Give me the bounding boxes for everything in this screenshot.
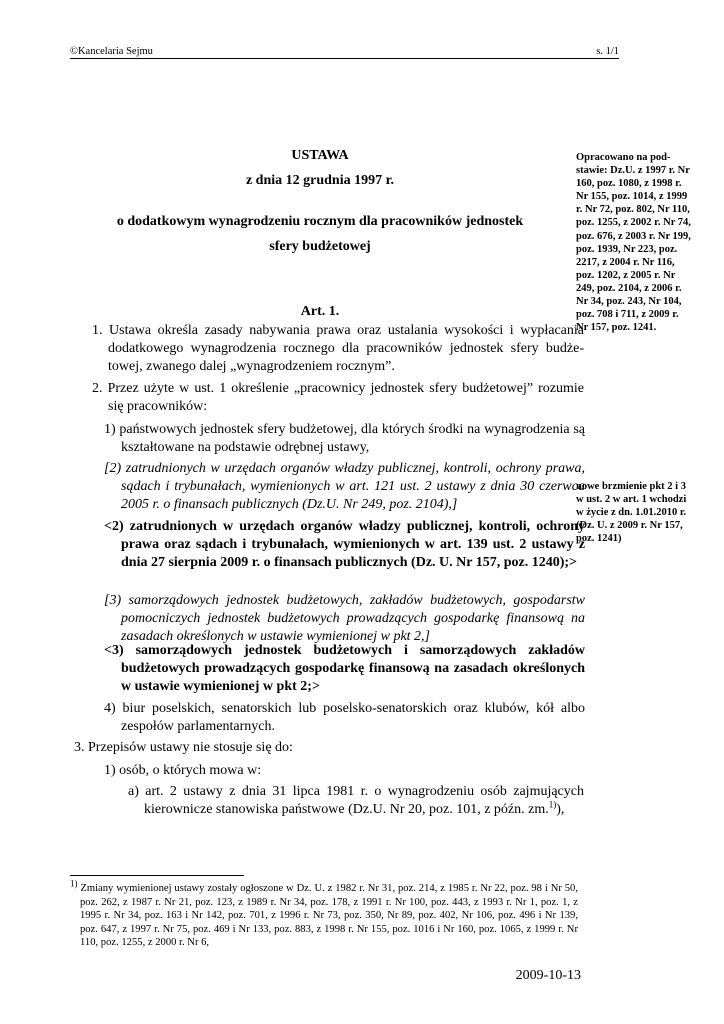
margin-note-source: Opracowano na podstawie: Dz.U. z 1997 r. Nr 160, poz. 1080, z 1998 r. Nr 155, poz. 1014, z 1999 r. Nr 72, poz. 802, Nr 110, poz. 1255, z 2002 r. Nr 74, poz. 676, z 2003 r. Nr 199, poz. 1939, Nr 223, poz. 2217, z 2004 r. Nr 116, poz. 1202, z 2005 r. Nr 249, poz. 2104, z 2006 r. Nr 34, poz. 243, Nr 104, poz. 708 i 711, z 2009 r. Nr 157, poz. 1241.: [576, 152, 691, 334]
paragraph-2-item-2-new: <2) zatrudnionych w urzędach organów władzy publicznej, kontroli, ochrony prawa oraz sądach i trybunałach, wymienionych w art. 139 ust. 2 ustawy z dnia 27 sierpnia 2009 r. o finansach publicznych (Dz. U. Nr 157, poz. 1240);>: [104, 519, 585, 570]
paragraph-1: 1. Ustawa określa zasady nabywania prawa oraz ustalania wysokości i wypłacania dodatkowego wynagrodzenia rocznego dla pracowników jednostek sfery budżetowej, zwanego dalej „wynagrodzeniem rocznym”.: [92, 323, 584, 374]
paragraph-3-item-1: 1) osób, o których mowa w:: [104, 763, 262, 778]
paragraph-3-item-1-a-text: a) art. 2 ustawy z dnia 31 lipca 1981 r. o wynagrodzeniu osób zajmujących kierownicze stanowiska państwowe (Dz.U. Nr 20, poz. 101, z późn. zm.: [128, 784, 584, 817]
document-date: 2009-10-13: [515, 968, 581, 983]
paragraph-2-item-3-old: [3) samorządowych jednostek budżetowych, zakładów budżetowych, gospodarstw pomocniczych jednostek budżetowych prowadzących gospodarkę finansową na zasadach określonych w ustawie wymienionej w pkt 2,]: [104, 593, 585, 644]
act-subject-line2: sfery budżetowej: [269, 239, 371, 254]
article-heading: Art. 1.: [300, 304, 340, 319]
header-divider: [70, 58, 619, 59]
paragraph-2: 2. Przez użyte w ust. 1 określenie „pracownicy jednostek sfery budżetowej” rozumie się pracowników:: [92, 381, 584, 414]
footnote-divider: [70, 875, 244, 876]
paragraph-3: 3. Przepisów ustawy nie stosuje się do:: [74, 740, 293, 755]
footnote-marker: 1): [70, 878, 78, 889]
paragraph-3-item-1-a: [128, 783, 584, 819]
paragraph-2-item-3-new: <3) samorządowych jednostek budżetowych i samorządowych zakładów budżetowych prowadzących gospodarkę finansową na zasadach określonych w ustawie wymienionej w pkt 2;>: [104, 643, 585, 694]
paragraph-2-item-1: 1) państwowych jednostek sfery budżetowej, dla których środki na wynagrodzenia są kształtowane na podstawie odrębnej ustawy,: [104, 422, 585, 455]
footnote-reference[interactable]: 1): [548, 799, 557, 810]
footnote: [70, 878, 578, 950]
margin-note-amendment: nowe brzmienie pkt 2 i 3 w ust. 2 w art. 1 wchodzi w życie z dn. 1.01.2010 r. (Dz. U. z 2009 r. Nr 157, poz. 1241): [576, 481, 687, 545]
paragraph-2-item-4: 4) biur poselskich, senatorskich lub poselsko-senatorskich oraz klubów, kół albo zespołów parlamentarnych.: [104, 701, 585, 734]
act-subject-line1: o dodatkowym wynagrodzeniu rocznym dla pracowników jednostek: [116, 214, 524, 229]
paragraph-2-item-2-old: [2) zatrudnionych w urzędach organów władzy publicznej, kontroli, ochrony prawa, sądach i trybunałach, wymienionych w art. 121 ust. 2 ustawy z dnia 30 czerwca 2005 r. o finansach publicznych (Dz.U. Nr 249, poz. 2104),]: [104, 461, 585, 512]
header-source: ©Kancelaria Sejmu: [70, 46, 153, 57]
page-number: s. 1/1: [596, 46, 619, 57]
act-type: USTAWA: [291, 148, 349, 163]
paragraph-3-item-1-a-tail: ),: [556, 802, 565, 817]
act-date: z dnia 12 grudnia 1997 r.: [245, 173, 395, 188]
footnote-text: Zmiany wymienionej ustawy zostały ogłoszone w Dz. U. z 1982 r. Nr 31, poz. 214, z 1985 r. Nr 22, poz. 98 i Nr 50, poz. 262, z 1987 r. Nr 21, poz. 123, z 1989 r. Nr 34, poz. 178, z 1991 r. Nr 100, poz. 443, z 1993 r. Nr 1, poz. 1, z 1995 r. Nr 34, poz. 163 i Nr 142, poz. 701, z 1996 r. Nr 73, poz. 350, Nr 89, poz. 402, Nr 106, poz. 496 i Nr 139, poz. 647, z 1997 r. Nr 75, poz. 469 i Nr 133, poz. 883, z 1998 r. Nr 155, poz. 1016 i Nr 160, poz. 1065, z 1999 r. Nr 110, poz. 1255, z 2000 r. Nr 6,: [80, 883, 578, 949]
